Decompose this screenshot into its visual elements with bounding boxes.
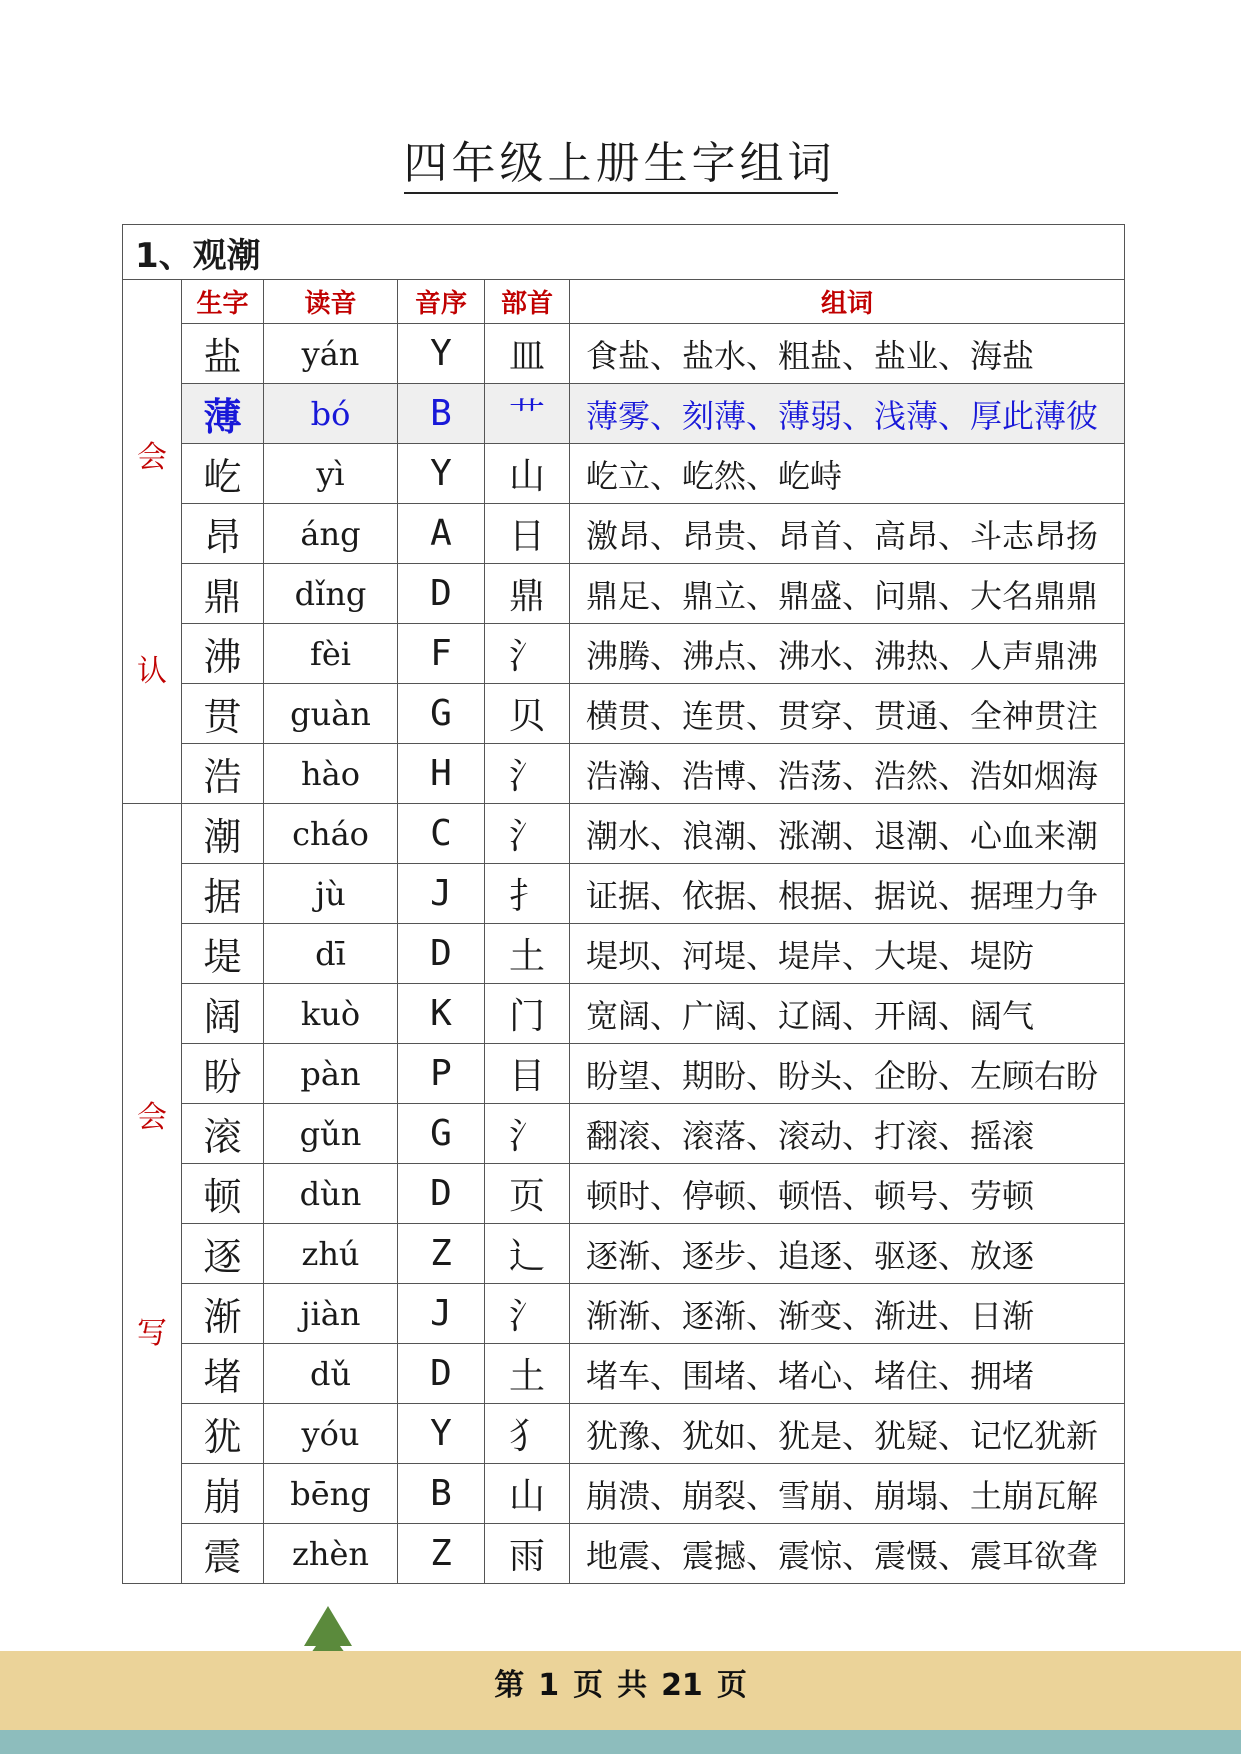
cell-pinyin: pàn [264,1044,398,1104]
page-current: 1 [538,1668,560,1703]
table-row [123,624,1125,684]
cell-words: 渐渐、逐渐、渐变、渐进、日渐 [570,1284,1125,1344]
cell-words: 潮水、浪潮、涨潮、退潮、心血来潮 [570,804,1125,864]
cell-radical: 艹 [485,384,570,444]
cell-char: 震 [182,1524,264,1584]
cell-char: 盐 [182,324,264,384]
cell-index: G [398,1104,485,1164]
cell-index: Z [398,1224,485,1284]
cell-radical: 氵 [485,624,570,684]
table-row [123,1344,1125,1404]
page-label-1: 第 [494,1668,525,1703]
cell-index: Y [398,324,485,384]
header-radical: 部首 [485,280,570,324]
table-row [123,1164,1125,1224]
cell-radical: 氵 [485,1104,570,1164]
table-row [123,504,1125,564]
cell-pinyin: dùn [264,1164,398,1224]
cell-pinyin: dī [264,924,398,984]
cell-char: 滚 [182,1104,264,1164]
cell-radical: 贝 [485,684,570,744]
cell-words: 崩溃、崩裂、雪崩、崩塌、土崩瓦解 [570,1464,1125,1524]
group-label-top: 会 [137,440,167,475]
cell-index: J [398,864,485,924]
footer-water [0,1730,1241,1754]
cell-index: G [398,684,485,744]
cell-index: D [398,1164,485,1224]
cell-char: 阔 [182,984,264,1044]
cell-index: Y [398,1404,485,1464]
cell-radical: 扌 [485,864,570,924]
header-pinyin: 读音 [264,280,398,324]
table-row [123,1044,1125,1104]
table-row [123,864,1125,924]
table-row [123,1464,1125,1524]
cell-char: 堵 [182,1344,264,1404]
cell-radical: 目 [485,1044,570,1104]
cell-char: 潮 [182,804,264,864]
lesson-title: 1、观潮 [123,225,1125,280]
table-row [123,324,1125,384]
cell-words: 犹豫、犹如、犹是、犹疑、记忆犹新 [570,1404,1125,1464]
table-row [123,1224,1125,1284]
cell-words: 翻滚、滚落、滚动、打滚、摇滚 [570,1104,1125,1164]
cell-char: 昂 [182,504,264,564]
cell-words: 顿时、停顿、顿悟、顿号、劳顿 [570,1164,1125,1224]
cell-radical: 山 [485,444,570,504]
table-row [123,1104,1125,1164]
cell-char: 屹 [182,444,264,504]
cell-radical: 页 [485,1164,570,1224]
group-write [123,804,182,1584]
cell-char: 据 [182,864,264,924]
table-row [123,384,1125,444]
page-title-wrap [0,138,1241,194]
cell-pinyin: fèi [264,624,398,684]
header-row [123,280,1125,324]
cell-words: 堤坝、河堤、堤岸、大堤、堤防 [570,924,1125,984]
cell-char: 堤 [182,924,264,984]
page-title: 四年级上册生字组词 [404,138,838,194]
cell-char: 逐 [182,1224,264,1284]
cell-radical: 氵 [485,804,570,864]
table-row [123,984,1125,1044]
table-row [123,564,1125,624]
cell-pinyin: jiàn [264,1284,398,1344]
cell-words: 薄雾、刻薄、薄弱、浅薄、厚此薄彼 [570,384,1125,444]
cell-radical: 鼎 [485,564,570,624]
page-label-4: 页 [716,1668,747,1703]
cell-radical: 氵 [485,744,570,804]
table-row [123,444,1125,504]
cell-radical: 皿 [485,324,570,384]
cell-radical: 土 [485,1344,570,1404]
cell-words: 地震、震撼、震惊、震慑、震耳欲聋 [570,1524,1125,1584]
cell-radical: 雨 [485,1524,570,1584]
cell-radical: 土 [485,924,570,984]
cell-radical: 辶 [485,1224,570,1284]
cell-index: D [398,1344,485,1404]
cell-pinyin: cháo [264,804,398,864]
cell-radical: 氵 [485,1284,570,1344]
cell-pinyin: yì [264,444,398,504]
cell-index: A [398,504,485,564]
cell-pinyin: yán [264,324,398,384]
group-label-bottom: 写 [137,1316,167,1351]
group-label-bottom: 认 [137,654,167,689]
cell-index: J [398,1284,485,1344]
cell-words: 盼望、期盼、盼头、企盼、左顾右盼 [570,1044,1125,1104]
cell-words: 逐渐、逐步、追逐、驱逐、放逐 [570,1224,1125,1284]
cell-words: 食盐、盐水、粗盐、盐业、海盐 [570,324,1125,384]
cell-radical: 门 [485,984,570,1044]
cell-char: 浩 [182,744,264,804]
cell-index: P [398,1044,485,1104]
table-row [123,924,1125,984]
header-char: 生字 [182,280,264,324]
cell-pinyin: hào [264,744,398,804]
cell-words: 浩瀚、浩博、浩荡、浩然、浩如烟海 [570,744,1125,804]
cell-char: 盼 [182,1044,264,1104]
cell-pinyin: bēng [264,1464,398,1524]
cell-char: 犹 [182,1404,264,1464]
cell-words: 横贯、连贯、贯穿、贯通、全神贯注 [570,684,1125,744]
cell-char: 顿 [182,1164,264,1224]
cell-index: Y [398,444,485,504]
cell-index: K [398,984,485,1044]
cell-pinyin: zhèn [264,1524,398,1584]
cell-pinyin: gǔn [264,1104,398,1164]
cell-index: B [398,384,485,444]
cell-index: B [398,1464,485,1524]
table-row [123,684,1125,744]
header-index: 音序 [398,280,485,324]
cell-pinyin: jù [264,864,398,924]
group-recognize [123,280,182,804]
cell-words: 证据、依据、根据、据说、据理力争 [570,864,1125,924]
cell-char: 渐 [182,1284,264,1344]
table-row [123,1524,1125,1584]
vocab-table [122,224,1125,1584]
cell-pinyin: áng [264,504,398,564]
cell-index: Z [398,1524,485,1584]
cell-index: C [398,804,485,864]
cell-index: F [398,624,485,684]
cell-pinyin: dǐng [264,564,398,624]
page-total: 21 [661,1668,703,1703]
cell-index: D [398,924,485,984]
cell-char: 贯 [182,684,264,744]
cell-words: 屹立、屹然、屹峙 [570,444,1125,504]
cell-pinyin: guàn [264,684,398,744]
table-row [123,1404,1125,1464]
cell-words: 宽阔、广阔、辽阔、开阔、阔气 [570,984,1125,1044]
table-row [123,744,1125,804]
cell-char: 鼎 [182,564,264,624]
cell-pinyin: yóu [264,1404,398,1464]
cell-pinyin: zhú [264,1224,398,1284]
cell-pinyin: kuò [264,984,398,1044]
header-words: 组词 [570,280,1125,324]
cell-words: 堵车、围堵、堵心、堵住、拥堵 [570,1344,1125,1404]
cell-words: 沸腾、沸点、沸水、沸热、人声鼎沸 [570,624,1125,684]
page-label-3: 共 [617,1668,648,1703]
table-row [123,804,1125,864]
cell-char: 崩 [182,1464,264,1524]
group-label-top: 会 [137,1100,167,1135]
page-number [0,1660,1241,1704]
cell-words: 激昂、昂贵、昂首、高昂、斗志昂扬 [570,504,1125,564]
cell-index: D [398,564,485,624]
page-label-2: 页 [573,1668,604,1703]
cell-index: H [398,744,485,804]
cell-char: 薄 [182,384,264,444]
cell-words: 鼎足、鼎立、鼎盛、问鼎、大名鼎鼎 [570,564,1125,624]
cell-pinyin: bó [264,384,398,444]
cell-pinyin: dǔ [264,1344,398,1404]
cell-char: 沸 [182,624,264,684]
table-row [123,1284,1125,1344]
cell-radical: 日 [485,504,570,564]
cell-radical: 犭 [485,1404,570,1464]
cell-radical: 山 [485,1464,570,1524]
